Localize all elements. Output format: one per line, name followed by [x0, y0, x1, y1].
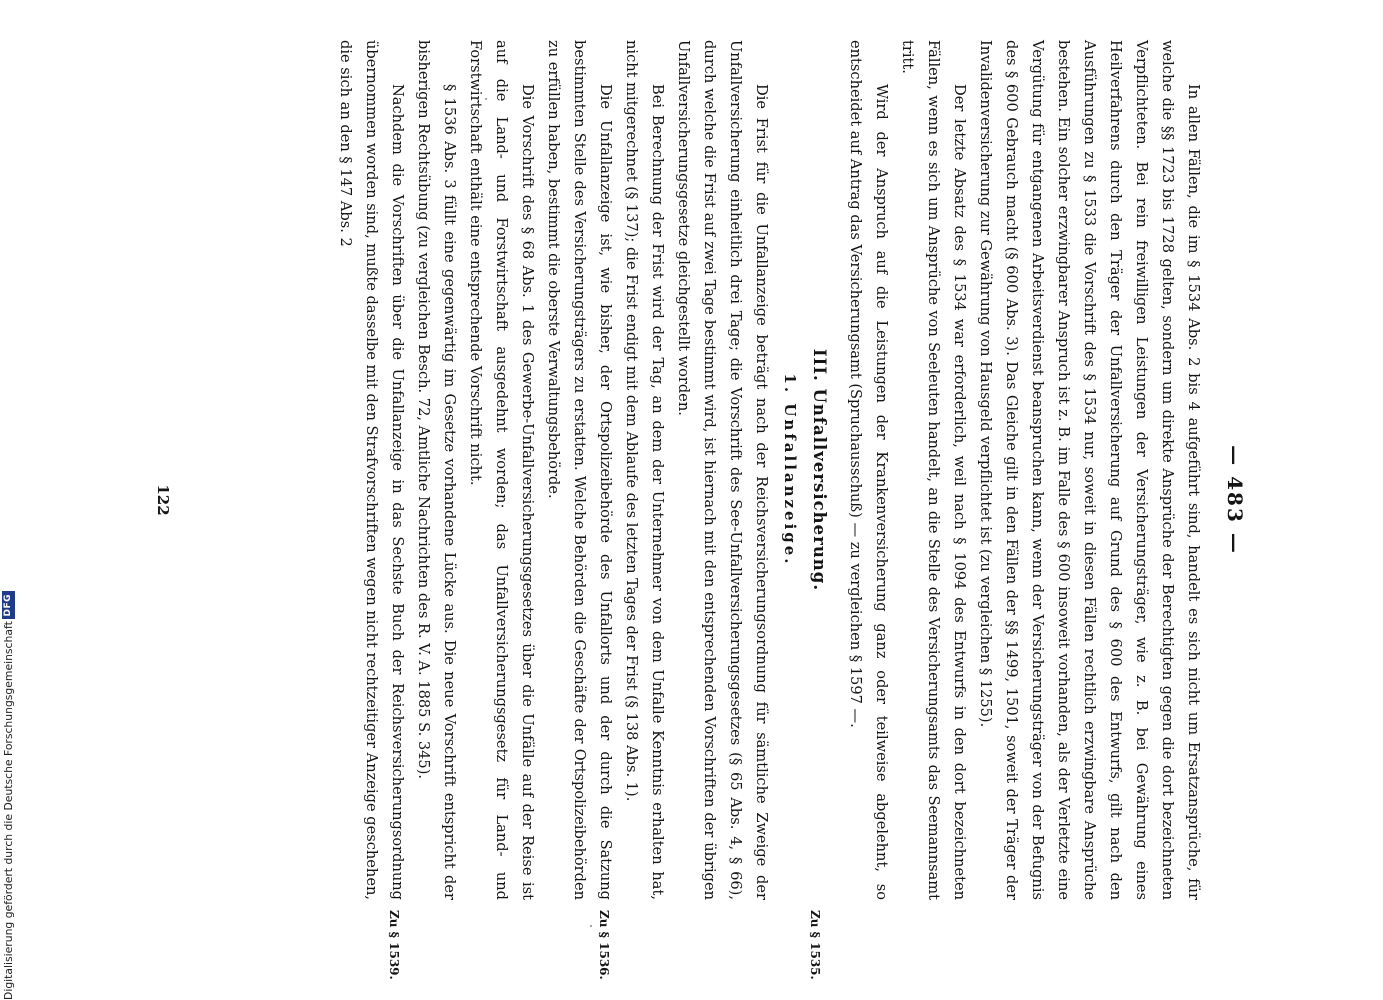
page-body	[332, 40, 1206, 900]
paragraph-6: Die Unfallanzeige ist, wie bisher, der Ortspolizeibehörde des Unfallorts und der durch die Satzung bestimmten Stelle des Versicherungsträgers zu erstatten. Welche Behörden die Geschäfte der Ortspolizeibehörden zu erfüllen haben, bestimmt die oberste Verwaltungsbehörde.	[545, 40, 614, 900]
digitization-credit	[0, 0, 18, 1000]
paragraph-9: Nachdem die Vorschriften über die Unfallanzeige in das Sechste Buch der Reichsversicherungsordnung übernommen worden sind, mußte dasselbe mit den Strafvorschriften wegen nicht rechtzeitiger Anzeige geschehen, die sich an den § 147 Abs. 2	[337, 40, 406, 900]
dfg-logo: DFG	[2, 591, 15, 619]
paragraph-8: § 1536 Abs. 3 füllt eine gegenwärtig im Gesetze vorhandene Lücke aus. Die neue Vorschrift entspricht der bisherigen Rechtsübung (zu vergleichen Besch. 72, Amtliche Nachrichten des R. V. A. 1885 S. 345).	[415, 40, 458, 900]
paragraph-7: Die Vorschrift des § 68 Abs. 1 des Gewerbe-Unfallversicherungsgesetzes über die Unfälle auf der Reise ist auf die Land- und Forstwirtschaft ausgedehnt worden; das Unfallversicherungsgesetz für Land- und Forstwirtschaft enthält eine entsprechende Vorschrift nicht.	[467, 40, 536, 900]
paragraph-3: Wird der Anspruch auf die Leistungen der Krankenversicherung ganz oder teilweise abgelehnt, so entscheidet auf Antrag das Versicherungsamt (Spruchausschuß) — zu vergleichen § 1597 —.	[847, 40, 890, 900]
paragraph-5: Bei Berechnung der Frist wird der Tag, an dem der Unternehmer von dem Unfalle Kenntnis erhalten hat, nicht mitgerechnet (§ 137); die Frist endigt mit dem Ablaufe des letzten Tages der Frist (§ 138 Abs. 1).	[623, 40, 666, 900]
paragraph-1: In allen Fällen, die im § 1534 Abs. 2 bis 4 aufgeführt sind, handelt es sich nicht um Ersatzansprüche, für welche die §§ 1723 bis 1728 gelten, sondern um direkte Ansprüche der Berechtigten gegen die dort bezeichneten Verpflichteten. Bei rein freiwilligen Leistungen der Versicherungsträger, wie z. B. bei Gewährung eines Heilverfahrens durch den Träger der Unfallversicherung auf Grund des § 600 des Entwurfs, gilt nach den Ausführungen zu § 1533 die Vorschrift des § 1534 nur, soweit in diesen Fällen rechtlich erzwingbare Ansprüche bestehen. Ein solcher erzwingbarer Anspruch ist z. B. im Falle des § 600 insoweit vorhanden, als der Verletzte eine Vergütung für entgangenen Arbeitsverdienst beanspruchen kann, wenn der Versicherungsträger von der Befugnis des § 600 Gebrauch macht (§ 600 Abs. 3). Das Gleiche gilt in den Fällen der §§ 1499, 1501, soweit der Träger der Invalidenversicherung zur Gewährung von Hausgeld verpflichtet ist (zu vergleichen § 1255).	[977, 40, 1202, 900]
margin-note-1536: Zu § 1536.	[597, 910, 611, 980]
section-subheading: 1. Unfallanzeige.	[781, 373, 799, 567]
page-number: — 483 —	[1223, 445, 1247, 555]
margin-note-1539: Zu § 1539.	[387, 910, 401, 980]
credit-text: Digitalisierung gefördert durch die Deutsche Forschungsgemeinschaft	[1, 621, 15, 1000]
paragraph-4: Die Frist für die Unfallanzeige beträgt nach der Reichsversicherungsordnung für sämtliche Zweige der Unfallversicherung einheitlich drei Tage; die Vorschrift des See-Unfallversicherungsgesetzes (§ 65 Abs. 4, § 66), durch welche die Frist auf zwei Tage bestimmt wird, ist hiernach mit den entsprechenden Vorschriften der übrigen Unfallversicherungsgesetze gleichgestellt worden.	[675, 40, 770, 900]
sheet-number: 122	[154, 484, 172, 516]
rotated-page-content	[130, 0, 1250, 1000]
margin-note-1535: Zu § 1535.	[808, 910, 822, 980]
section-heading: III. Unfallversicherung.	[810, 348, 829, 592]
paragraph-2: Der letzte Absatz des § 1534 war erforderlich, weil nach § 1094 des Entwurfs in den dort bezeichneten Fällen, wenn es sich um Ansprüche von Seeleuten handelt, an die Stelle des Versicherungsamts das Seemannsamt tritt.	[899, 40, 968, 900]
